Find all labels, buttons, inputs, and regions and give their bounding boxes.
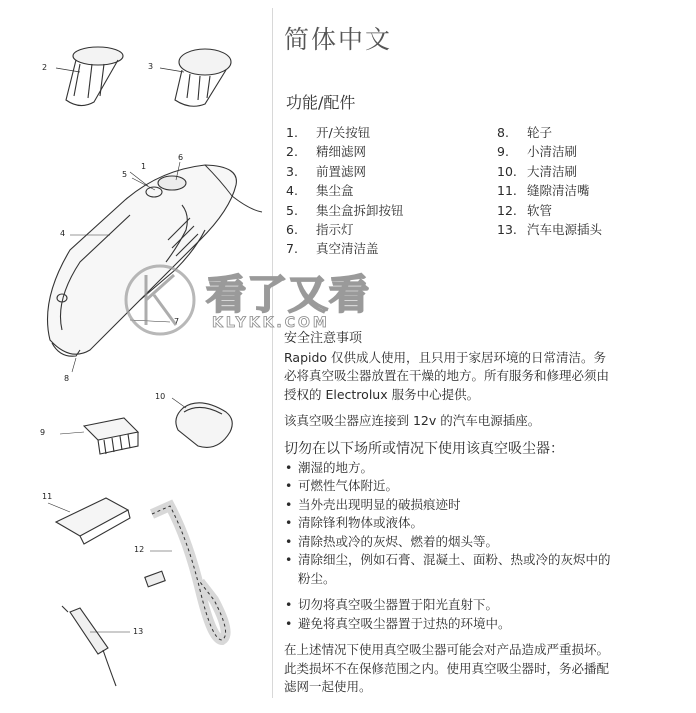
watermark-logo-icon [120, 255, 210, 345]
part-item: 12. 软管 [497, 202, 553, 218]
callout-1: 1 [141, 162, 147, 171]
list-item: • 切勿将真空吸尘器置于阳光直射下。 [284, 596, 692, 615]
list-item: • 避免将真空吸尘器置于过热的环境中。 [284, 615, 692, 634]
parts-list-right [497, 123, 602, 239]
list-item: • 潮湿的地方。 [284, 459, 692, 478]
list-item: • 可燃性气体附近。 [284, 477, 692, 496]
part-item: 4. 集尘盒 [286, 183, 354, 199]
safety-line: 滤网一起使用。 [284, 679, 372, 694]
callout-12: 12 [134, 545, 145, 554]
pre-filter-drawing [160, 49, 231, 106]
large-brush-drawing [172, 398, 232, 447]
car-plug-drawing [62, 606, 130, 686]
safety-line: 此类损坏不在保修范围之内。使用真空吸尘器时，务必播配 [284, 660, 610, 676]
warning-heading: 切勿在以下场所或情况下使用该真空吸尘器： [284, 440, 564, 457]
callout-2: 2 [42, 63, 48, 72]
small-brush-drawing [60, 418, 138, 454]
site-watermark [120, 255, 420, 345]
safety-section [284, 330, 692, 697]
callout-5: 5 [122, 170, 128, 179]
warning-list [284, 459, 692, 589]
part-item: 2. 精细滤网 [286, 144, 367, 160]
callout-8: 8 [64, 374, 70, 383]
callout-11: 11 [42, 492, 53, 501]
callout-4: 4 [60, 229, 66, 238]
callout-10: 10 [155, 392, 166, 401]
list-item: • 清除细尘，例如石膏、混凝土、面粉、热或冷的灰烬中的 粉尘。 [284, 551, 692, 588]
column-divider [272, 8, 273, 698]
power-note: 该真空吸尘器应连接到 12v 的汽车电源插座。 [284, 413, 541, 428]
safety-line: 在上述情况下使用真空吸尘器可能会对产品造成严重损坏。 [284, 642, 610, 657]
part-item: 7. 真空清洁盖 [286, 241, 379, 257]
part-item: 11. 缝隙清洁嘴 [497, 183, 590, 199]
safety-line: Rapido 仅供成人使用，且只用于家居环境的日常清洁。务 [284, 349, 607, 365]
hose-drawing [145, 506, 226, 645]
section-title-features: 功能/配件 [286, 93, 356, 112]
watermark-url: KLYKK.COM [212, 315, 330, 331]
vacuum-diagram [0, 0, 272, 709]
part-item: 9. 小清洁刷 [497, 144, 578, 160]
callout-13: 13 [133, 627, 144, 636]
list-item: • 清除锋利物体或液体。 [284, 514, 692, 533]
list-item: • 清除热或冷的灰烬、燃着的烟头等。 [284, 533, 692, 552]
safety-line: 授权的 Electrolux 服务中心提供。 [284, 386, 480, 402]
callout-3: 3 [148, 62, 154, 71]
watermark-text: 看了又看 [206, 272, 370, 318]
fine-filter-drawing [56, 47, 123, 106]
parts-illustration [0, 0, 272, 709]
parts-list-left [286, 123, 404, 259]
part-item: 5. 集尘盒拆卸按钮 [286, 202, 404, 218]
crevice-nozzle-drawing [48, 498, 130, 544]
part-item: 10. 大清洁刷 [497, 163, 578, 179]
page-title: 简体中文 [284, 25, 393, 54]
callout-7: 7 [174, 317, 180, 326]
callout-6: 6 [178, 153, 184, 162]
part-item: 8. 轮子 [497, 125, 553, 140]
safety-title: 安全注意事项 [284, 331, 363, 346]
part-item: 13. 汽车电源插头 [497, 222, 603, 238]
part-item: 3. 前置滤网 [286, 163, 367, 179]
list-item: • 当外壳出现明显的破损痕迹时 [284, 496, 692, 515]
callout-9: 9 [40, 428, 46, 437]
safety-line: 必将真空吸尘器放置在干燥的地方。所有服务和修理必须由 [284, 368, 610, 383]
part-item: 1. 开/关按钮 [286, 125, 371, 140]
part-item: 6. 指示灯 [286, 222, 354, 238]
caution-list [284, 596, 692, 633]
